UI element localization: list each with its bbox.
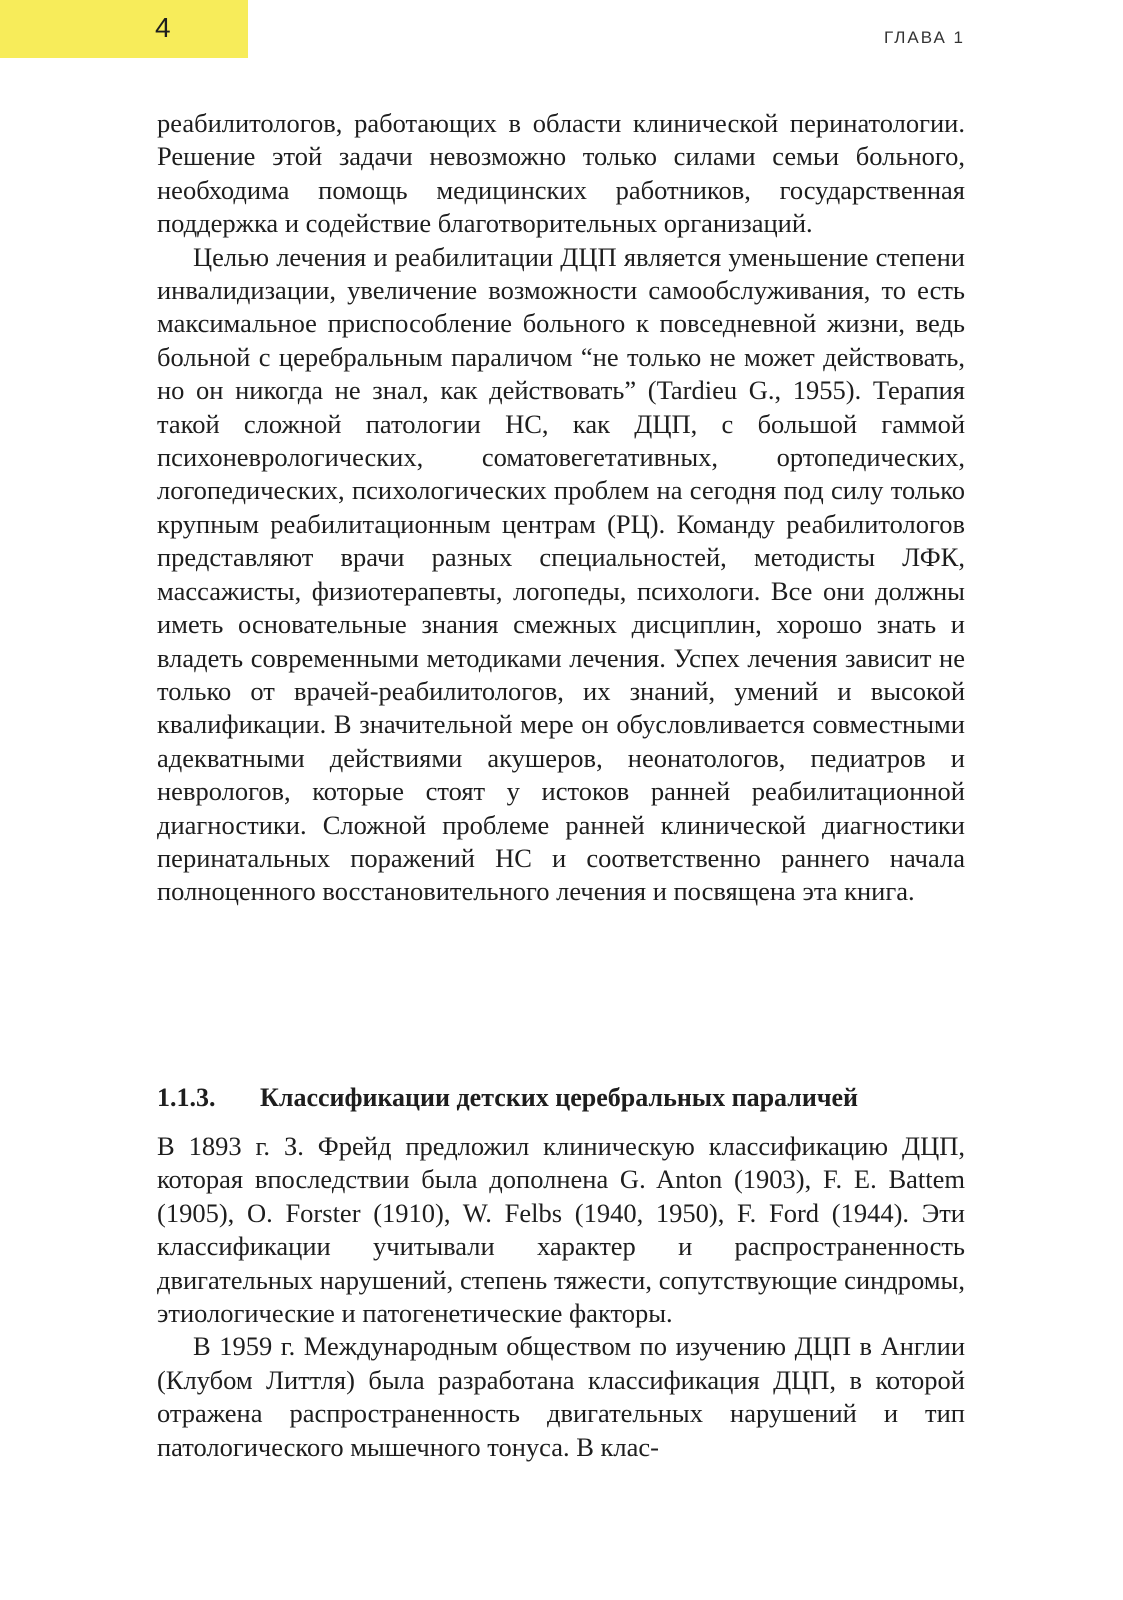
- section-heading: [157, 1081, 965, 1115]
- paragraph: реабилитологов, работающих в области клинической перинатологии. Решение этой задачи невозможно только силами семьи больного, необходима помощь медицинских работников, государственная поддержка и содействие благотворительных организаций.: [157, 108, 965, 239]
- running-head: ГЛАВА 1: [883, 28, 965, 47]
- section-title: Классификации детских церебральных параличей: [260, 1083, 859, 1112]
- paragraph: В 1893 г. З. Фрейд предложил клиническую классификацию ДЦП, которая впоследствии была дополнена G. Anton (1903), F. E. Battem (1905), O. Forster (1910), W. Felbs (1940, 1950), F. Ford (1944). Эти классификации учитывали характер и распространенность двигательных нарушений, степень тяжести, сопутствующие синдромы, этиологические и патогенетические факторы.: [157, 1131, 965, 1329]
- paragraph: В 1959 г. Международным обществом по изучению ДЦП в Англии (Клубом Литтля) была разработана классификация ДЦП, в которой отражена распространенность двигательных нарушений и тип патологического мышечного тонуса. В клас-: [157, 1331, 965, 1462]
- page-number-tab: [0, 0, 248, 58]
- section-number: 1.1.3.: [157, 1083, 216, 1112]
- body-text-top: [157, 107, 965, 909]
- page-number: 4: [155, 12, 171, 43]
- paragraph: Целью лечения и реабилитации ДЦП является уменьшение степени инвалидизации, увеличение возможности самообслуживания, то есть максимальное приспособление больного к повседневной жизни, ведь больной с церебральным параличом “не только не может действовать, но он никогда не знал, как действовать” (Tardieu G., 1955). Терапия такой сложной патологии НС, как ДЦП, с большой гаммой психоневрологических, соматовегетативных, ортопедических, логопедических, психологических проблем на сегодня под силу только крупным реабилитационным центрам (РЦ). Команду реабилитологов представляют врачи разных специальностей, методисты ЛФК, массажисты, физиотерапевты, логопеды, психологи. Все они должны иметь основательные знания смежных дисциплин, хорошо знать и владеть современными методиками лечения. Успех лечения зависит не только от врачей-реабилитологов, их знаний, умений и высокой квалификации. В значительной мере он обусловливается совместными адекватными действиями акушеров, неонатологов, педиатров и неврологов, которые стоят у истоков ранней реабилитационной диагностики. Сложной проблеме ранней клинической диагностики перинатальных поражений НС и соответственно раннего начала полноценного восстановительного лечения и посвящена эта книга.: [157, 241, 965, 907]
- body-text-bottom: [157, 1130, 965, 1464]
